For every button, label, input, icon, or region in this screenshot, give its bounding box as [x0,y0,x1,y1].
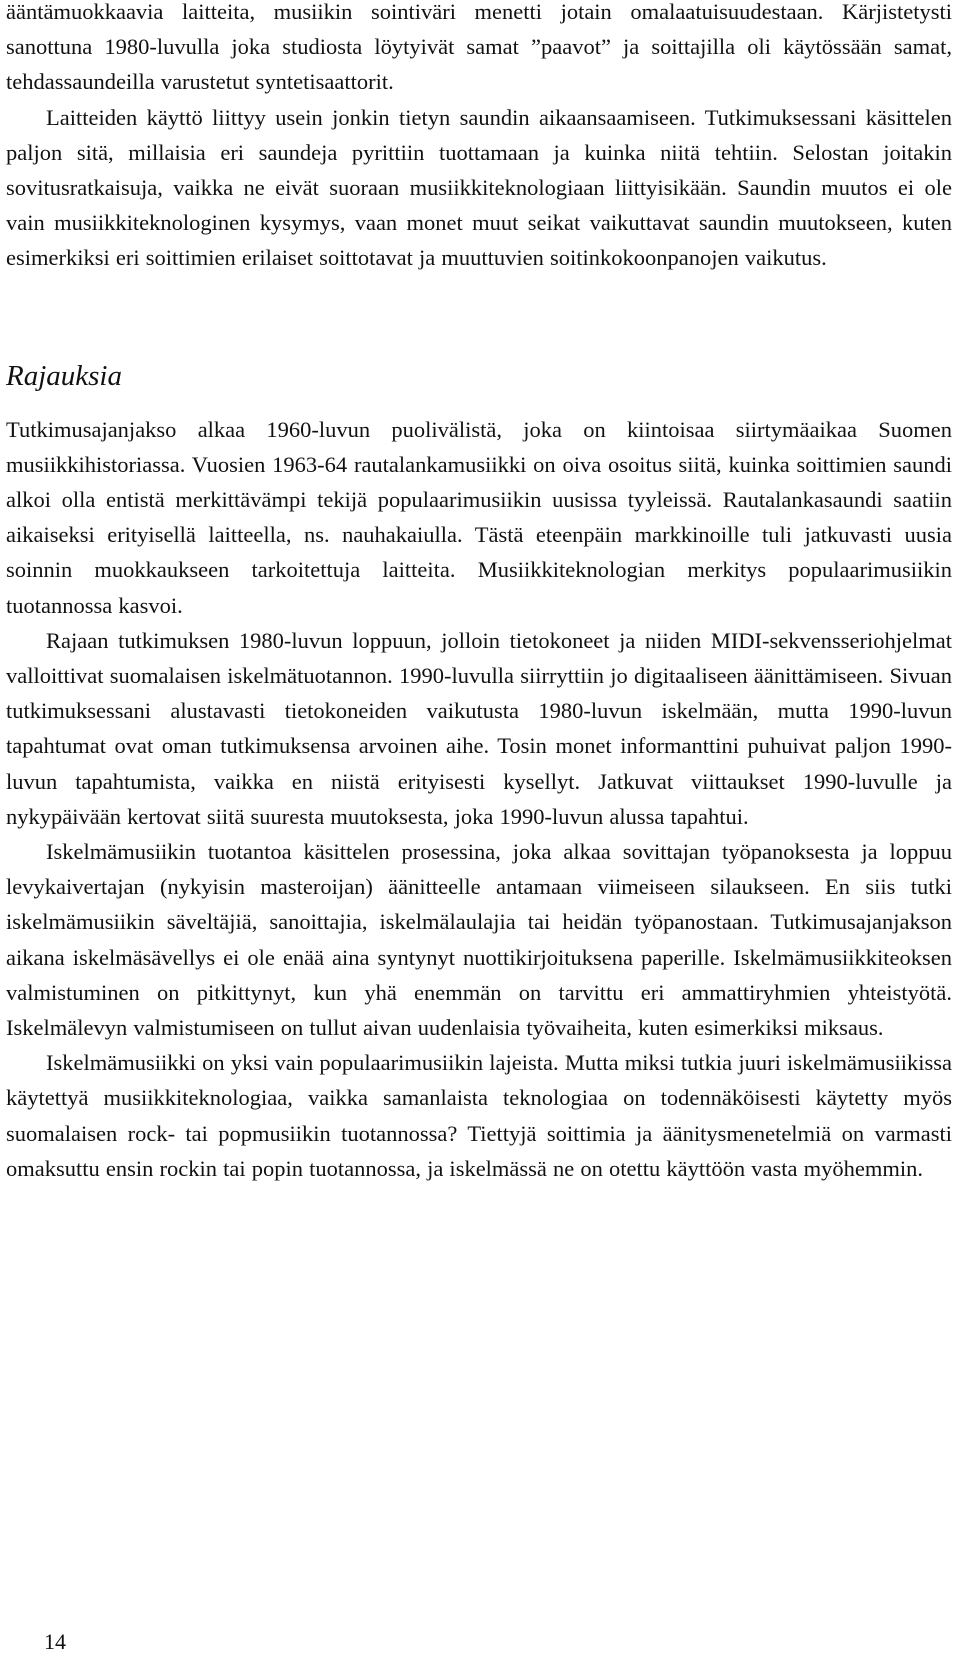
paragraph-why-iskelma: Iskelmämusiikki on yksi vain populaarimusiikin lajeista. Mutta miksi tutkia juuri iskelmämusiikissa käytettyä musiikkiteknologiaa, vaikka samanlaista teknologiaa on todennäköisesti käytetty myös suomalaisen rock- tai popmusiikin tuotannossa? Tiettyjä soittimia ja äänitysmenetelmiä on varmasti omaksuttu ensin rockin tai popin tuotannossa, ja iskelmässä ne on otettu käyttöön vasta myöhemmin. [6,1050,952,1181]
paragraph-end-limit: Rajaan tutkimuksen 1980-luvun loppuun, jolloin tietokoneet ja niiden MIDI-sekvensseriohjelmat valloittivat suomalaisen iskelmätuotannon. 1990-luvulla siirryttiin jo digitaaliseen äänittämiseen. Sivuan tutkimuksessani alustavasti tietokoneiden vaikutusta 1980-luvun iskelmään, mutta 1990-luvun tapahtumat ovat oman tutkimuksensa arvoinen aihe. Tosin monet informanttini puhuivat paljon 1990-luvun tapahtumista, vaikka en niistä erityisesti kysellyt. Jatkuvat viittaukset 1990-luvulle ja nykypäivään kertovat siitä suuresta muutoksesta, joka 1990-luvun alussa tapahtui. [6,627,952,829]
document-page [6,0,952,1186]
paragraph-production-process: Iskelmämusiikin tuotantoa käsittelen prosessina, joka alkaa sovittajan työpanoksesta ja loppuu levykaivertajan (nykyisin masteroijan) äänitteelle antamaan viimeiseen silaukseen. En siis tutki iskelmämusiikin säveltäjiä, sanoittajia, iskelmälaulajia tai heidän työpanostaan. Tutkimusajanjakson aikana iskelmäsävellys ei ole enää aina syntynyt nuottikirjoituksena paperille. Iskelmämusiikkiteoksen valmistuminen on pitkittynyt, kun yhä enemmän on tarvittu eri ammattiryhmien yhteistyötä. Iskelmälevyn valmistumiseen on tullut aivan uudenlaisia työvaiheita, kuten esimerkiksi miksaus. [6,839,952,1041]
paragraph-continued: ääntämuokkaavia laitteita, musiikin sointiväri menetti jotain omalaatuisuudestaan. Kärjistetysti sanottuna 1980-luvulla joka studiosta löytyivät samat ”paavot” ja soittajilla oli käytössään samat, tehdassaundeilla varustetut syntetisaattorit. [6,0,952,95]
page-number: 14 [44,1629,66,1654]
paragraph-time-period: Tutkimusajanjakso alkaa 1960-luvun puolivälistä, joka on kiintoisaa siirtymäaikaa Suomen musiikkihistoriassa. Vuosien 1963-64 rautalankamusiikki on oiva osoitus siitä, kuinka soittimien saundi alkoi olla entistä merkittävämpi tekijä populaarimusiikin uusissa tyyleissä. Rautalankasaundi saatiin aikaiseksi erityisellä laitteella, ns. nauhakaiulla. Tästä eteenpäin markkinoille tuli jatkuvasti uusia soinnin muokkaukseen tarkoitettuja laitteita. Musiikkiteknologian merkitys populaarimusiikin tuotannossa kasvoi. [6,416,952,618]
section-heading-rajauksia: Rajauksia [6,359,122,392]
paragraph-equipment-usage: Laitteiden käyttö liittyy usein jonkin tietyn saundin aikaansaamiseen. Tutkimuksessani käsittelen paljon sitä, millaisia eri saundeja pyrittiin tuottamaan ja kuinka niitä tehtiin. Selostan joitakin sovitusratkaisuja, vaikka ne eivät suoraan musiikkiteknologiaan liittyisikään. Saundin muutos ei ole vain musiikkiteknologinen kysymys, vaan monet muut seikat vaikuttavat saundin muutokseen, kuten esimerkiksi eri soittimien erilaiset soittotavat ja muuttuvien soitinkokoonpanojen vaikutus. [6,104,952,271]
